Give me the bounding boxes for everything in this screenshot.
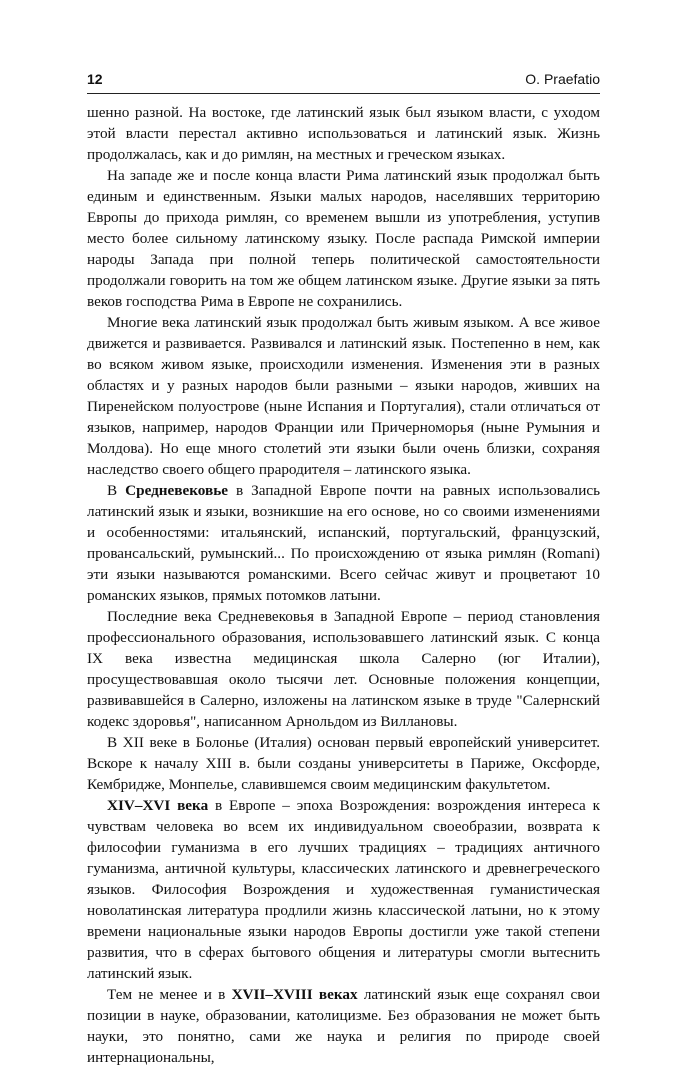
paragraph-p1 — [87, 102, 600, 165]
text-run: На западе же и после конца власти Рима латинский язык продолжал быть единым и единственным. Языки малых народов, населявших территорию Европы до прихода римлян, со временем вышли из употребления, уступив место более сильному латинскому языку. После распада Римской империи народы Запада при полной теперь политической самостоятельности продолжали говорить на том же общем латинском языке. Другие языки за пять веков господства Рима в Европе не сохранились. — [87, 167, 600, 310]
header-rule — [87, 93, 600, 94]
paragraph-p4 — [87, 480, 600, 606]
paragraph-p5 — [87, 606, 600, 732]
text-run: Многие века латинский язык продолжал быть живым языком. А все живое движется и развивается. Развивался и латинский язык. Постепенно в нем, как во всяком живом языке, происходили изменения. Изменения эти в разных областях и у разных народов были разными – языки народов, живших на Пиренейском полуострове (ныне Испания и Португалия), стали отличаться от языков, например, народов Франции или Причерноморья (ныне Румыния и Молдова). Но еще много столетий эти языки были очень близки, сохраняя наследство своего общего прародителя – латинского языка. — [87, 314, 600, 478]
text-run: в Европе – эпоха Возрождения: возрождения интереса к чувствам человека во всем их индивидуальном своеобразии, возврата к философии гуманизма в его лучших традициях – традициях античного гуманизма, античной культуры, классических латинского и древнегреческого языков. Философия Возрождения и художественная гуманистическая новолатинская литература продлили жизнь классической латыни, но к этому времени национальные языки народов Европы достигли уже такой степени развития, что в сферах бытового общения и литературы смогли вытеснить латинский язык. — [87, 797, 600, 982]
text-run: Последние века Средневековья в Западной Европе – период становления профессионального образования, использовавшего латинский язык. С конца IX века известна медицинская школа Салерно (юг Италии), просуществовавшая около тысячи лет. Основные положения концепции, развивавшейся в Салерно, изложены на латинском языке в труде "Салернский кодекс здоровья", написанном Арнольдом из Виллановы. — [87, 608, 600, 730]
text-run: Тем не менее и в — [107, 986, 232, 1003]
text-run: В XII веке в Болонье (Италия) основан первый европейский университет. Вскоре к началу XIII в. были созданы университеты в Париже, Оксфорде, Кембридже, Монпелье, славившемся своим медицинским факультетом. — [87, 734, 600, 793]
text-run: латинский язык еще сохранял свои позиции в науке, образовании, католицизме. Без образования не может быть науки, это понятно, сами же наука и религия по природе своей интернациональны, — [87, 986, 600, 1066]
body-text — [87, 102, 600, 1068]
paragraph-p3 — [87, 312, 600, 480]
text-run: в Западной Европе почти на равных использовались латинский язык и языки, возникшие на его основе, но со своими изменениями и особенностями: итальянский, испанский, португальский, французский, провансальский, румынский... По происхождению от языка римлян (Romani) эти языки называются романскими. Всего сейчас живут и процветают 10 романских языков, прямых потомков латыни. — [87, 482, 600, 604]
paragraph-p7 — [87, 795, 600, 984]
text-run: шенно разной. На востоке, где латинский язык был языком власти, с уходом этой власти перестал активно использоваться и латинский язык. Жизнь продолжалась, как и до римлян, на местных и греческом языках. — [87, 104, 600, 163]
bold-term: XIV–XVI века — [107, 797, 209, 814]
bold-term: Средневековье — [125, 482, 228, 499]
paragraph-p8 — [87, 984, 600, 1068]
paragraph-p6 — [87, 732, 600, 795]
page-header — [87, 71, 600, 91]
bold-term: XVII–XVIII веках — [231, 986, 358, 1003]
paragraph-p2 — [87, 165, 600, 312]
running-title: O. Praefatio — [525, 71, 600, 87]
page-number: 12 — [87, 71, 103, 87]
text-run: В — [107, 482, 126, 499]
